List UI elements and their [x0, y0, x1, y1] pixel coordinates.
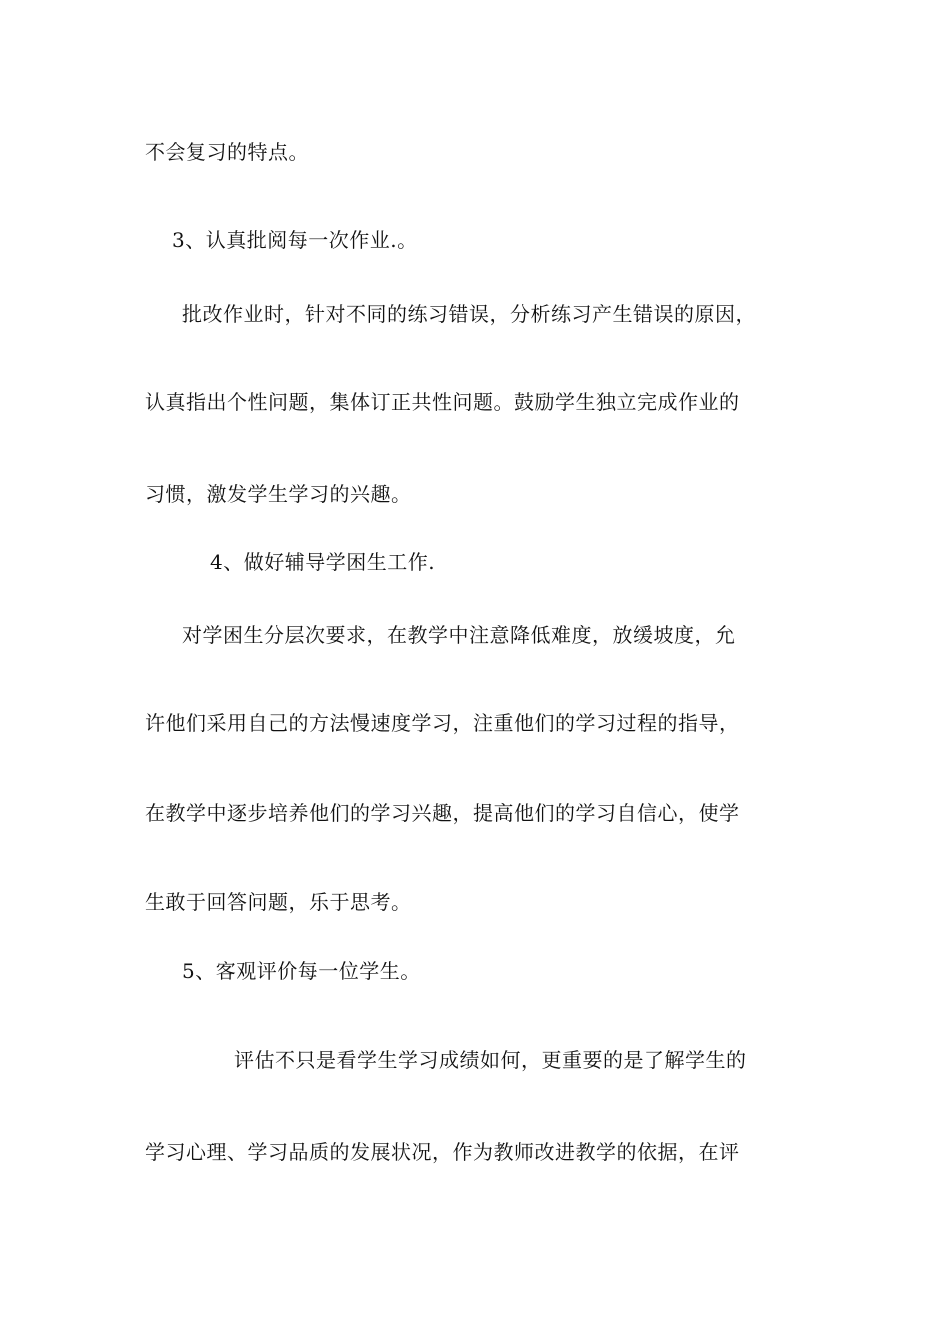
paragraph-line-9: 评估不只是看学生学习成绩如何，更重要的是了解学生的: [234, 1048, 747, 1072]
paragraph-line-7: 在教学中逐步培养他们的学习兴趣，提高他们的学习自信心，使学: [145, 801, 740, 825]
paragraph-line-8: 生敢于回答问题，乐于思考。: [145, 890, 412, 914]
paragraph-line-3: 认真指出个性问题，集体订正共性问题。鼓励学生独立完成作业的: [145, 390, 740, 414]
paragraph-line-6: 许他们采用自己的方法慢速度学习，注重他们的学习过程的指导，: [145, 711, 740, 735]
paragraph-line-10: 学习心理、学习品质的发展状况，作为教师改进教学的依据，在评: [145, 1140, 740, 1164]
paragraph-line-2: 批改作业时，针对不同的练习错误，分析练习产生错误的原因，: [182, 302, 756, 326]
section-heading-4: 4、做好辅导学困生工作.: [210, 550, 436, 574]
section-heading-3: 3、认真批阅每一次作业.。: [172, 228, 418, 252]
paragraph-line-5: 对学困生分层次要求，在教学中注意降低难度，放缓坡度，允: [182, 623, 736, 647]
paragraph-line-4: 习惯，激发学生学习的兴趣。: [145, 482, 412, 506]
section-heading-5: 5、客观评价每一位学生。: [182, 959, 421, 983]
paragraph-line-1: 不会复习的特点。: [145, 140, 309, 164]
